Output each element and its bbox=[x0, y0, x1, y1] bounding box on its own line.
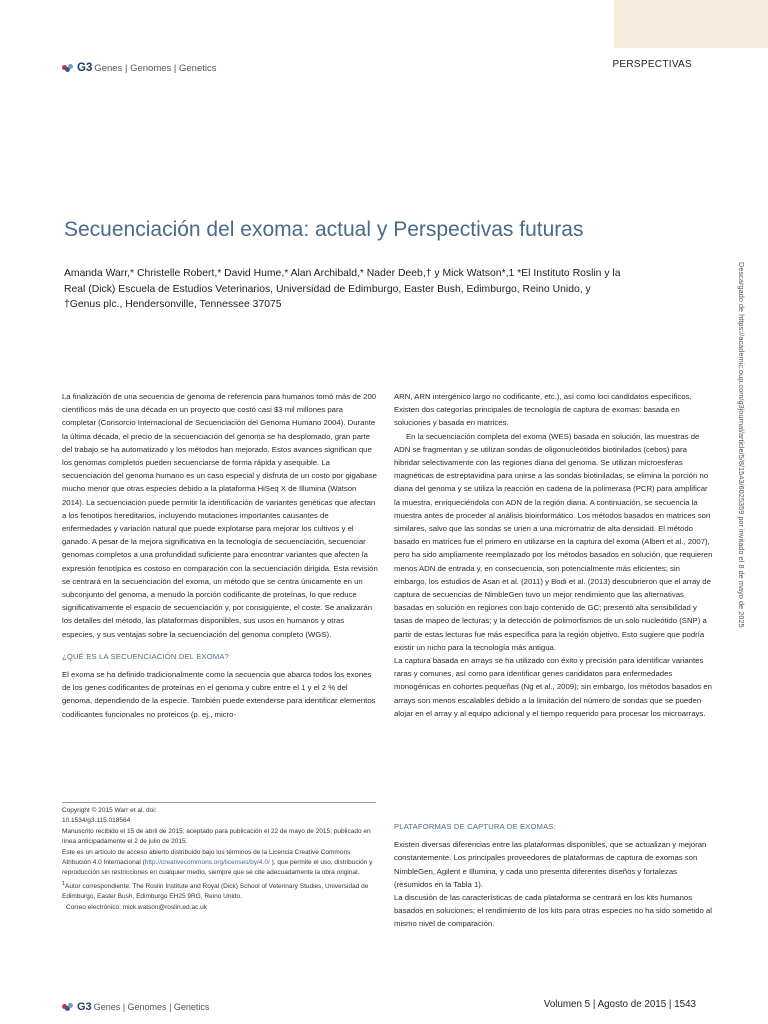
license-text: Este es un artículo de acceso abierto distribuido bajo los términos de la Licencia Creative Commons Atribución 4.0 Internacional ( bbox=[62, 848, 351, 867]
author-list: Amanda Warr,* Christelle Robert,* David Hume,* Alan Archibald,* Nader Deeb,† y Mick Watson*,1 *El Instituto Roslin y la Real (Dick) Escuela de Estudios Veterinarios, Universidad de Edimburgo, Easter Bush, Edimburgo, Reino Unido, y †Genus plc., Hendersonville, Tennessee 37075 bbox=[64, 268, 621, 310]
column-right-lower bbox=[394, 820, 714, 931]
g3-logo-icon bbox=[62, 64, 74, 72]
journal-logo-g3: G3 bbox=[77, 62, 93, 74]
footer-logo-g3: G3 bbox=[77, 1001, 92, 1013]
paragraph-continued: ARN, ARN intergénico largo no codificante, etc.), así como loci candidatos específicos. Existen dos categorías principales de tecnología de captura de exomas: basada en soluciones y basada en matrices. bbox=[394, 392, 692, 428]
paragraph-wes: En la secuenciación completa del exoma (WES) basada en solución, las muestras de ADN se fragmentan y se utilizan sondas de oligonucleótidos biotinilados (cebos) para hibridar selectivamente con las regiones diana del genoma. Se utilizan microesferas magnéticas de estreptavidina para unirse a las sondas biotiniladas, se elimina la porción no diana del genoma y se utiliza la reacción en cadena de la polimerasa (PCR) para amplificar la muestra, enriqueciéndola con ADN de la región diana. A continuación, se secuencia la muestra antes de proceder al análisis bioinformático. Los métodos basados en matrices son similares, salvo que las sondas se unen a una micromatriz de alta densidad. El método basado en matrices fue el primero en utilizarse en la captura del exoma (Albert et al., 2007), pero ha sido ampliamente reemplazado por los métodos basados en solución, que requieren menos ADN de entrada y, en consecuencia, son potencialmente más eficientes; sin embargo, los estudios de Asan et al. (2011) y Bodi et al. (2013) descubrieron que el array de captura de secuencias de NimbleGen tuvo un mejor rendimiento que las alternativas basadas en solución en regiones con bajo contenido de GC; presentó alta sensibilidad y tasas de mapeo de lecturas; y la detección de polimorfismos de un solo nucleótido (SNP) a partir de estas lecturas fue más específica para la región objetivo. Esto sugiere que podría existir un nicho para la tecnología más antigua. bbox=[394, 431, 713, 652]
license-link[interactable]: http://creativecommons.org/licenses/by/4.0/ bbox=[144, 859, 270, 867]
corresponding-author: Autor correspondiente: The Roslin Institute and Royal (Dick) School of Veterinary Studies, Universidad de Edimburgo, Easter Bush, Edimburgo EH25 9RG, Reino Unido. bbox=[62, 883, 369, 901]
g3-logo-icon bbox=[62, 1003, 74, 1011]
footer-logo-text: Genes | Genomes | Genetics bbox=[93, 1002, 210, 1012]
journal-logo-text: Genes | Genomes | Genetics bbox=[94, 62, 217, 74]
journal-logo[interactable] bbox=[62, 62, 217, 74]
footer-journal-logo[interactable] bbox=[62, 1001, 209, 1013]
corner-tab bbox=[614, 0, 768, 48]
section-heading-platforms: PLATAFORMAS DE CAPTURA DE EXOMAS: bbox=[394, 822, 557, 831]
exome-paragraph: El exoma se ha definido tradicionalmente como la secuencia que abarca todos los exones de los genes codificantes de proteínas en el genoma y cubre entre el 1 y el 2 % del genoma, dependiendo de la especie. También puede extenderse para identificar elementos codificantes funcionales no proteicos (p. ej., micro- bbox=[62, 670, 376, 719]
doi-line[interactable]: 10.1534/g3.115.018564 bbox=[62, 817, 131, 825]
email-line[interactable]: Correo electrónico: mick.watson@roslin.ed.ac.uk bbox=[66, 903, 207, 911]
column-right bbox=[394, 390, 714, 720]
footnotes bbox=[62, 806, 378, 913]
corresponding-line bbox=[62, 879, 378, 903]
footnote-rule bbox=[62, 802, 376, 803]
article-title: Secuenciación del exoma: actual y Perspectivas futuras bbox=[64, 218, 584, 242]
paragraph-array: La captura basada en arrays se ha utilizado con éxito y precisión para identificar variantes raras y comunes, así como para identificar genes candidatos para enfermedades monogénicas en cohortes pequeñas (Ng et al., 2009); sin embargo, los métodos basados en arrays son menos escalables debido a la limitación del número de sondas que se pueden alojar en el array y al equipo adicional y el tiempo requerido para procesar los microarrays. bbox=[394, 656, 712, 718]
intro-paragraph: La finalización de una secuencia de genoma de referencia para humanos tomó más de 200 científicos más de una década en un proyecto que costó casi $3 mil millones para completar (Consorcio Internacional de Secuenciación del Genoma Humano 2004). Durante la última década, el precio de la secuenciación del genoma se ha desplomado, gran parte del trabajo se ha automatizado y los métodos han mejorado. Estos avances significan que los genomas completos pueden secuenciarse de forma rápida y asequible. La secuenciación del genoma humano es un caso especial y disfruta de un costo por gigabase mucho menor que otras especies debido a la plataforma HiSeq X de Illumina (Watson 2014). La secuenciación puede permitir la identificación de variantes genéticas que afectan a los fenotipos hereditarios, incluyendo mutaciones importantes causantes de enfermedades y variación natural que puede explotarse para mejorar los cultivos y el ganado. A pesar de la mejora significativa en la tecnología de secuenciación, secuenciar genomas completos a una profundidad suficiente para encontrar variantes que afecten la expresión fenotípica es costoso en comparación con la secuenciación dirigida. Esta revisión se centrará en la secuenciación del exoma, un método que se centra únicamente en un subconjunto del genoma, a menudo la porción codificante de proteínas, lo que reduce significativamente el espacio de secuenciación y, por consiguiente, el coste. Se analizarán los detalles del método, las plataformas disponibles, sus usos en humanos y otras especies, y sus ventajas sobre la secuenciación del genoma completo (WGS). bbox=[62, 392, 378, 639]
footnote-marker: 1 bbox=[62, 880, 66, 887]
section-heading-exome: ¿QUÉ ES LA SECUENCIACIÓN DEL EXOMA? bbox=[62, 651, 230, 661]
section-label: PERSPECTIVAS bbox=[612, 59, 692, 70]
column-left bbox=[62, 390, 378, 721]
received-line: Manuscrito recibido el 15 de abril de 2015; aceptado para publicación el 22 de mayo de 2015; publicado en línea anticipadamente el 2 de julio de 2015. bbox=[62, 827, 371, 846]
copyright-line: Copyright © 2015 Warr et al. doi: bbox=[62, 807, 157, 814]
download-sidenote: Descargado de https://academic.oup.com/g3journal/article/5/8/1543/6025359 por invitado el 8 de mayo de 2025 bbox=[737, 262, 746, 628]
page-footer: Volumen 5 | Agosto de 2015 | 1543 bbox=[543, 999, 696, 1010]
license-text-post: ), que permite el uso, distribución y reproducción sin restricciones en cualquier medio, siempre que se cite adecuadamente la obra original. bbox=[62, 859, 373, 877]
platforms-paragraph: Existen diversas diferencias entre las plataformas disponibles, que se actualizan y mejoran constantemente. Los principales proveedores de plataformas de captura de exomas son NimbleGen, Agilent e Illumina, y cada uno presenta diferentes diseños y fortalezas (resumidos en la Tabla 1). bbox=[394, 840, 707, 889]
license-line bbox=[62, 848, 378, 879]
platforms-paragraph-2: La discusión de las características de cada plataforma se centrará en los kits humanos basados en soluciones; el rendimiento de los kits para otras especies no ha sido sometido al mismo nivel de comparación. bbox=[394, 893, 712, 929]
